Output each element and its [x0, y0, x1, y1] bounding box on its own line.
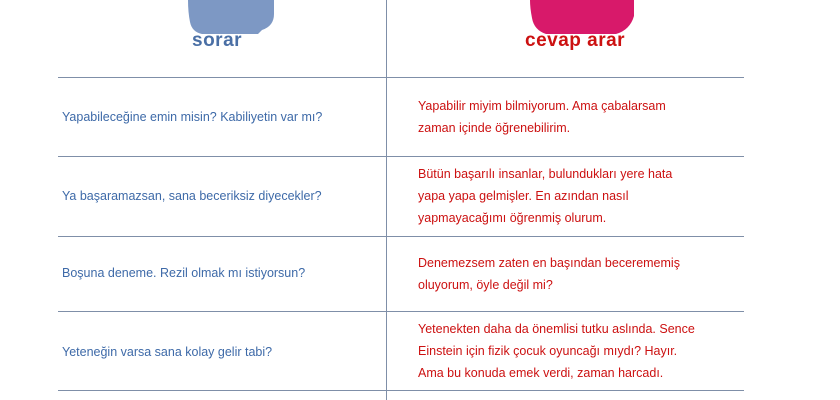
answer-line: yapa yapa gelmişler. En azından nasıl	[418, 189, 629, 203]
answer-cell	[418, 318, 695, 384]
row-divider	[58, 390, 744, 391]
question-cell: Yeteneğin varsa sana kolay gelir tabi?	[62, 345, 273, 359]
row-divider	[58, 77, 744, 78]
answer-line: Bütün başarılı insanlar, bulundukları yere hata	[418, 167, 673, 181]
column-title-asks: sorar	[192, 30, 243, 51]
pink-head-silhouette-icon	[530, 0, 634, 34]
row-divider	[58, 236, 744, 237]
answer-line: Yetenekten daha da önemlisi tutku aslında. Sence	[418, 322, 695, 336]
answer-line: oluyorum, öyle değil mi?	[418, 278, 553, 292]
blue-head-silhouette-icon	[188, 0, 274, 34]
answer-line: Denemezsem zaten en başından becerememiş	[418, 256, 680, 270]
row-divider	[58, 156, 744, 157]
answer-cell	[418, 163, 672, 229]
answer-cell	[418, 95, 666, 139]
column-title-seeks-answer: cevap arar	[525, 30, 626, 51]
answer-line: zaman içinde öğrenebilirim.	[418, 121, 571, 135]
question-cell: Ya başaramazsan, sana beceriksiz diyecekler?	[62, 189, 322, 203]
question-cell: Yapabileceğine emin misin? Kabiliyetin var mı?	[62, 110, 323, 124]
answer-line: Einstein için fizik çocuk oyuncağı mıydı? Hayır.	[418, 344, 678, 358]
column-divider	[386, 0, 387, 400]
answer-line: Yapabilir miyim bilmiyorum. Ama çabalarsam	[418, 99, 666, 113]
answer-line: yapmayacağımı öğrenmiş olurum.	[418, 211, 607, 225]
row-divider	[58, 311, 744, 312]
question-cell: Boşuna deneme. Rezil olmak mı istiyorsun?	[62, 266, 306, 280]
answer-line: Ama bu konuda emek verdi, zaman harcadı.	[418, 366, 664, 380]
answer-cell	[418, 252, 680, 296]
